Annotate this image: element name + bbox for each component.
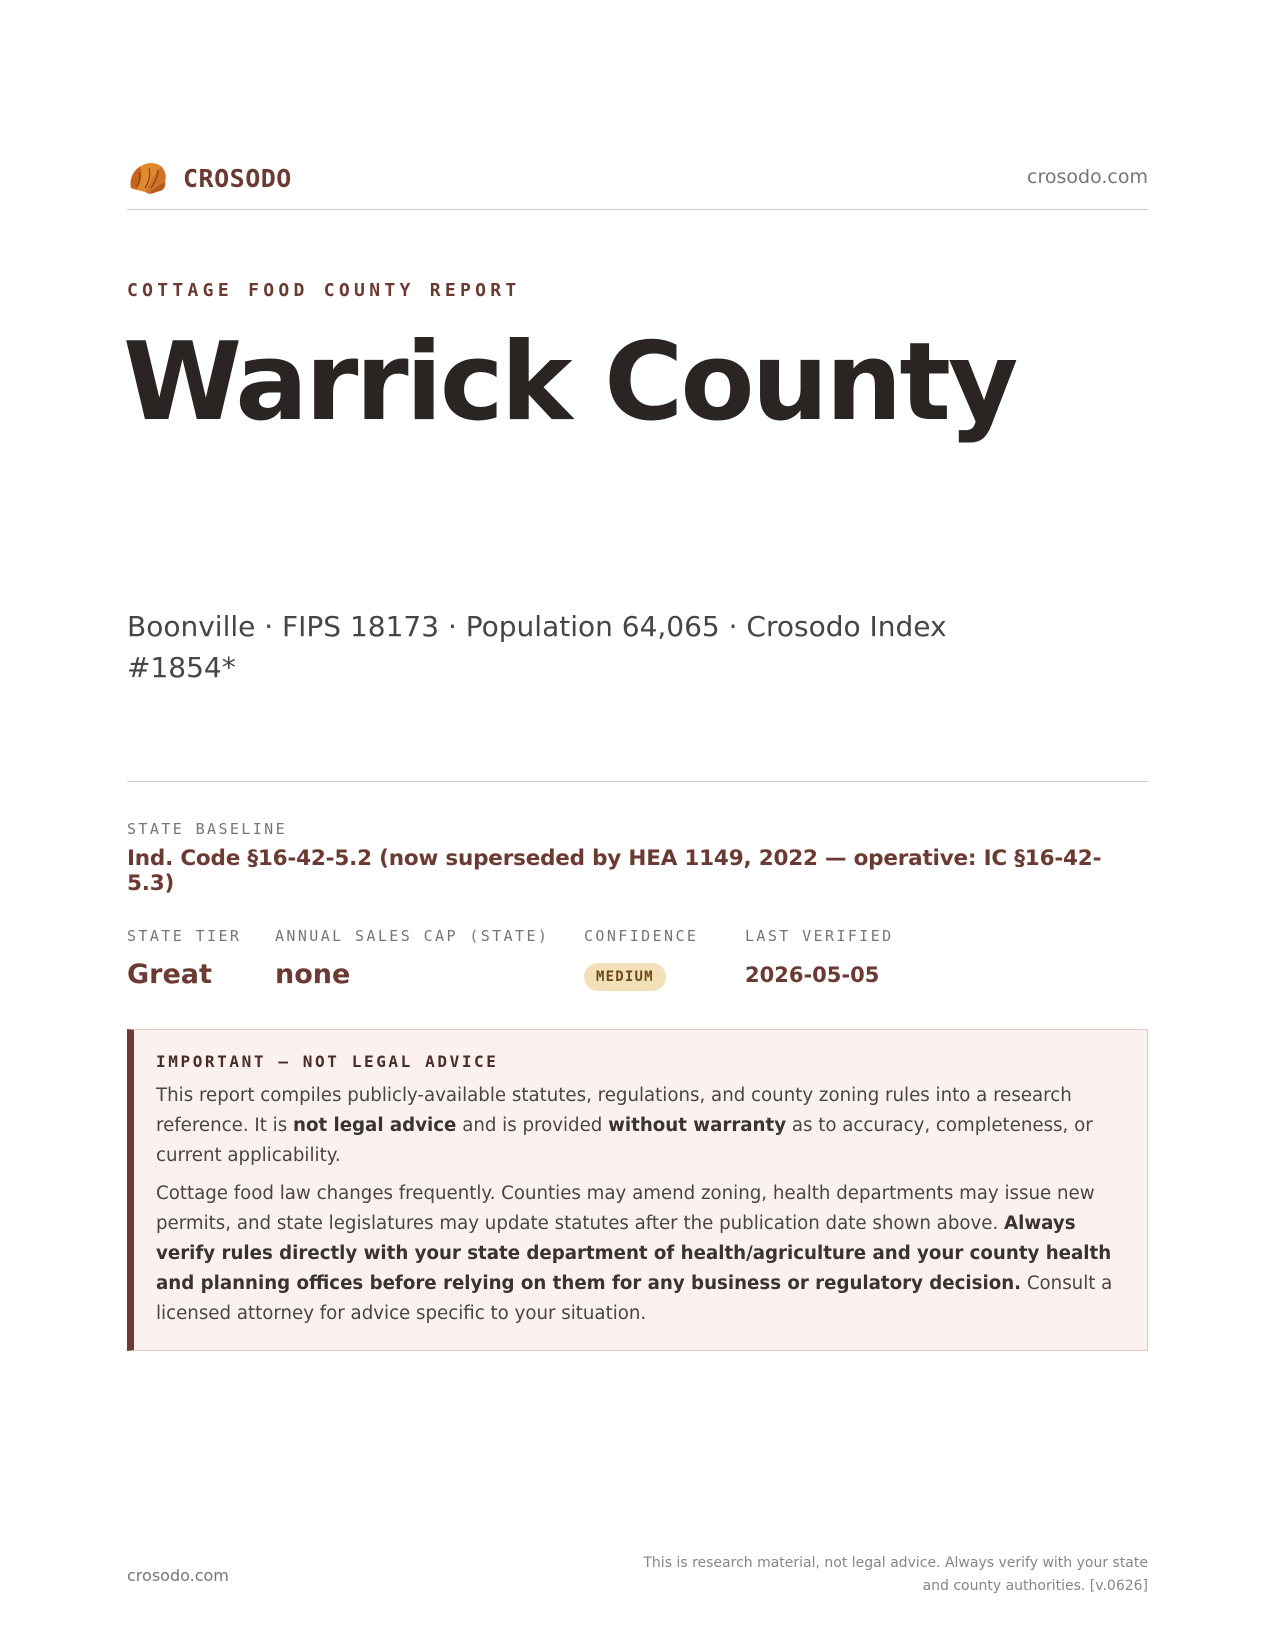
notice-title: IMPORTANT — NOT LEGAL ADVICE	[156, 1052, 499, 1071]
stat-confidence	[584, 927, 698, 991]
baseline-label: STATE BASELINE	[127, 820, 288, 838]
notice-emphasis: Always verify rules directly with your state department of health/agriculture and your county health and planning offices before relying on them for any business or regulatory decision.	[156, 1213, 1112, 1294]
stat-sales-cap	[275, 927, 549, 990]
baseline-value: Ind. Code §16-42-5.2 (now superseded by HEA 1149, 2022 — operative: IC §16-42-5.3)	[127, 846, 1102, 896]
report-subtitle: Boonville · FIPS 18173 · Population 64,065 · Crosodo Index #1854*	[127, 610, 947, 684]
stat-tier-value: Great	[127, 959, 212, 990]
confidence-badge: MEDIUM	[584, 963, 666, 991]
notice-text: This report compiles publicly-available statutes, regulations, and county zoning rules into a research reference. It is	[156, 1085, 1072, 1136]
stat-verified-value: 2026-05-05	[745, 963, 880, 987]
divider	[127, 781, 1148, 782]
croissant-icon	[127, 158, 169, 198]
stat-last-verified	[745, 927, 894, 987]
notice-text: and is provided	[456, 1115, 609, 1136]
stat-verified-label: LAST VERIFIED	[745, 927, 894, 945]
stat-cap-label: ANNUAL SALES CAP (STATE)	[275, 927, 550, 945]
brand-name: CROSODO	[183, 163, 292, 193]
notice-text: as to accuracy, completeness, or current applicability.	[156, 1115, 1093, 1166]
page-title: Warrick County	[123, 320, 1016, 445]
notice-text: Consult a licensed attorney for advice specific to your situation.	[156, 1273, 1113, 1324]
stat-tier-label: STATE TIER	[127, 927, 242, 945]
stat-cap-value: none	[275, 959, 351, 990]
notice-text: Cottage food law changes frequently. Counties may amend zoning, health departments may issue new permits, and state legislatures may update statutes after the publication date shown above.	[156, 1183, 1095, 1234]
report-kicker: COTTAGE FOOD COUNTY REPORT	[127, 280, 521, 301]
notice-paragraph-2	[156, 1179, 1121, 1329]
legal-notice	[127, 1029, 1148, 1351]
notice-emphasis: not legal advice	[293, 1115, 457, 1136]
brand[interactable]	[127, 158, 292, 198]
page-header	[127, 158, 1148, 210]
notice-emphasis: without warranty	[608, 1115, 787, 1136]
notice-paragraph-1	[156, 1081, 1121, 1171]
stat-tier	[127, 927, 241, 990]
footer-site-link[interactable]: crosodo.com	[127, 1566, 229, 1585]
stat-confidence-label: CONFIDENCE	[584, 927, 699, 945]
footer-disclaimer: This is research material, not legal advice. Always verify with your state and county authorities. [v.0626]	[643, 1555, 1148, 1594]
header-site-link[interactable]: crosodo.com	[1027, 166, 1148, 188]
